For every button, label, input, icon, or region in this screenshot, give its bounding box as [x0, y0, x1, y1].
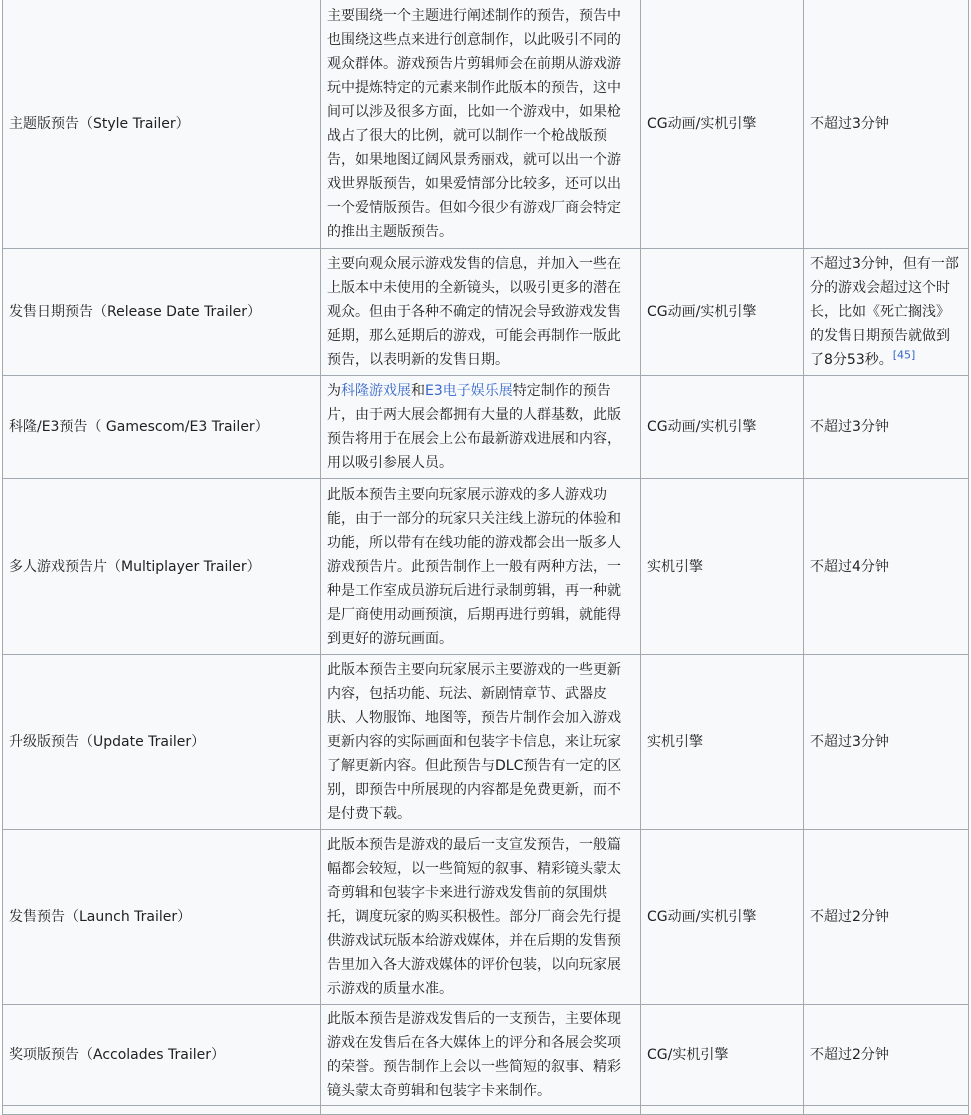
- trailer-description-cell: 此版本预告主要向玩家展示游戏的多人游戏功能，由于一部分的玩家只关注线上游玩的体验和功能，所以带有在线功能的游戏都会出一版多人游戏预告片。此预告制作上一般有两种方法，一种是工作室成员游玩后进行录制剪辑，再一种就是厂商使用动画预演，后期再进行剪辑，就能得到更好的游玩画面。: [321, 479, 641, 655]
- production-method-cell: CG动画/实机引擎: [641, 376, 804, 479]
- duration-cell: 不超过3分钟: [804, 655, 969, 830]
- duration-cell: 不超过2分钟: [804, 1005, 969, 1106]
- trailer-description-cell: 主要向观众展示游戏发售的信息，并加入一些在上版本中未使用的全新镜头，以吸引更多的潜在观众。但由于各种不确定的情况会导致游戏发售延期，那么延期后的游戏，可能会再制作一版此预告，以表明新的发售日期。: [321, 249, 641, 376]
- gamescom-link[interactable]: 科隆游戏展: [341, 383, 411, 399]
- description-text: 特定制作的预告片，由于两大展会都拥有大量的人群基数，此版预告将用于在展会上公布最新游戏进展和内容，用以吸引参展人员。: [327, 383, 621, 471]
- trailer-name-cell: 升级版预告（Update Trailer）: [3, 655, 321, 830]
- description-prefix: 为: [327, 383, 341, 399]
- production-method-cell: CG动画/实机引擎: [641, 0, 804, 249]
- description-conjunction: 和: [411, 383, 425, 399]
- production-method-cell: CG动画/实机引擎: [641, 249, 804, 376]
- trailer-types-table: [2, 0, 969, 1115]
- trailer-description-cell: 主要围绕一个主题进行阐述制作的预告，预告中也围绕这些点来进行创意制作，以此吸引不同的观众群体。游戏预告片剪辑师会在前期从游戏游玩中提炼特定的元素来制作此版本的预告，这中间可以涉及很多方面，比如一个游戏中，如果枪战占了很大的比例，就可以制作一个枪战版预告，如果地图辽阔风景秀丽戏，就可以出一个游戏世界版预告，如果爱情部分比较多，还可以出一个爱情版预告。但如今很少有游戏厂商会特定的推出主题版预告。: [321, 0, 641, 249]
- trailer-name-cell: 奖项版预告（Accolades Trailer）: [3, 1005, 321, 1106]
- trailer-name-cell: 发售日期预告（Release Date Trailer）: [3, 249, 321, 376]
- trailer-name-cell: 主题版预告（Style Trailer）: [3, 0, 321, 249]
- table-row: [3, 1005, 969, 1106]
- table-row: [3, 376, 969, 479]
- e3-expo-link[interactable]: E3电子娱乐展: [425, 383, 513, 399]
- duration-text: 不超过3分钟，但有一部分的游戏会超过这个时长，比如《死亡搁浅》的发售日期预告就做到了8分53秒。: [810, 256, 959, 368]
- trailer-name-cell: 科隆/E3预告（ Gamescom/E3 Trailer）: [3, 376, 321, 479]
- trailer-description-cell: 此版本预告是游戏发售后的一支预告，主要体现游戏在发售后在各大媒体上的评分和各展会奖项的荣誉。预告制作上会以一些简短的叙事、精彩镜头蒙太奇剪辑和包装字卡来制作。: [321, 1005, 641, 1106]
- production-method-cell: CG动画/实机引擎: [641, 830, 804, 1005]
- reference-marker[interactable]: [893, 348, 916, 361]
- duration-cell: 不超过2分钟: [804, 830, 969, 1005]
- duration-cell: 不超过4分钟: [804, 479, 969, 655]
- production-method-cell: 实机引擎: [641, 655, 804, 830]
- duration-cell: 不超过3分钟: [804, 376, 969, 479]
- production-method-cell: CG/实机引擎: [641, 1005, 804, 1106]
- table-row: [3, 249, 969, 376]
- reference-link[interactable]: [45]: [892, 348, 916, 362]
- table-row: [3, 479, 969, 655]
- duration-cell: [804, 249, 969, 376]
- trailer-description-cell: 此版本预告主要向玩家展示主要游戏的一些更新内容，包括功能、玩法、新剧情章节、武器皮肤、人物服饰、地图等，预告片制作会加入游戏更新内容的实际画面和包装字卡信息，来让玩家了解更新内容。但此预告与DLC预告有一定的区别，即预告中所展现的内容都是免费更新，而不是付费下载。: [321, 655, 641, 830]
- trailer-name-cell: 发售预告（Launch Trailer）: [3, 830, 321, 1005]
- production-method-cell: 实机引擎: [641, 479, 804, 655]
- table-row: [3, 0, 969, 249]
- table-row-partial: [3, 1106, 969, 1115]
- trailer-name-cell: 多人游戏预告片（Multiplayer Trailer）: [3, 479, 321, 655]
- table-row: [3, 830, 969, 1005]
- duration-cell: 不超过3分钟: [804, 0, 969, 249]
- trailer-description-cell: [321, 376, 641, 479]
- table-row: [3, 655, 969, 830]
- trailer-description-cell: 此版本预告是游戏的最后一支宣发预告，一般篇幅都会较短，以一些简短的叙事、精彩镜头蒙太奇剪辑和包装字卡来进行游戏发售前的氛围烘托，调度玩家的购买积极性。部分厂商会先行提供游戏试玩版本给游戏媒体，并在后期的发售预告里加入各大游戏媒体的评价包装，以向玩家展示游戏的质量水准。: [321, 830, 641, 1005]
